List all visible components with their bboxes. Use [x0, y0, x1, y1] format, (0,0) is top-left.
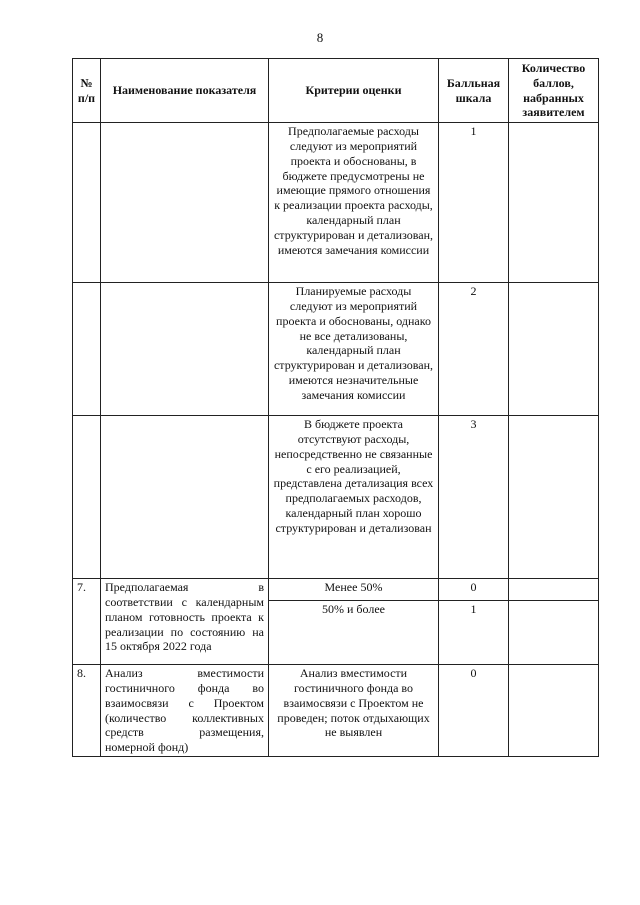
- cell-points: [509, 283, 599, 416]
- table-header-row: [73, 59, 599, 123]
- page-number: 8: [316, 30, 324, 45]
- cell-points: [509, 416, 599, 579]
- cell-score: 0: [439, 579, 509, 601]
- table-row: [73, 416, 599, 579]
- table-row: [73, 283, 599, 416]
- header-points: Количество баллов, набранных заявителем: [509, 59, 599, 123]
- header-criteria: Критерии оценки: [269, 59, 439, 123]
- cell-points: [509, 665, 599, 757]
- cell-number: 8.: [73, 665, 101, 757]
- cell-indicator: Анализ вместимости гостиничного фонда во взаимосвязи с Проектом (количество коллективных средств размещения, номерной фонд): [101, 665, 269, 757]
- cell-indicator: [101, 123, 269, 283]
- cell-score: 1: [439, 123, 509, 283]
- cell-criteria: Менее 50%: [269, 579, 439, 601]
- cell-points: [509, 123, 599, 283]
- cell-indicator: [101, 283, 269, 416]
- table-row-item-7: [73, 579, 599, 601]
- cell-number: [73, 123, 101, 283]
- cell-number: [73, 416, 101, 579]
- cell-criteria: В бюджете проекта отсутствуют расходы, непосредственно не связанные с его реализацией, представлена детализация всех предполагаемых расходов, календарный план хорошо структурирован и детализован: [269, 416, 439, 579]
- scoring-table: [72, 58, 599, 757]
- header-number: № п/п: [73, 59, 101, 123]
- cell-score: 2: [439, 283, 509, 416]
- cell-points: [509, 579, 599, 601]
- cell-criteria: Планируемые расходы следуют из мероприятий проекта и обоснованы, однако не все детализованы, календарный план структурирован и детализован, имеются незначительные замечания комиссии: [269, 283, 439, 416]
- table-row: [73, 123, 599, 283]
- cell-score: 1: [439, 601, 509, 665]
- cell-criteria: 50% и более: [269, 601, 439, 665]
- cell-score: 0: [439, 665, 509, 757]
- header-scale: Балльная шкала: [439, 59, 509, 123]
- cell-score: 3: [439, 416, 509, 579]
- cell-criteria: Предполагаемые расходы следуют из мероприятий проекта и обоснованы, в бюджете предусмотрены не имеющие прямого отношения к реализации проекта расходы, календарный план структурирован и детализован, имеются замечания комиссии: [269, 123, 439, 283]
- cell-number: [73, 283, 101, 416]
- cell-indicator: Предполагаемая в соответствии с календарным планом готовность проекта к реализации по состоянию на 15 октября 2022 года: [101, 579, 269, 665]
- cell-points: [509, 601, 599, 665]
- cell-indicator: [101, 416, 269, 579]
- table-row-item-8: [73, 665, 599, 757]
- cell-criteria: Анализ вместимости гостиничного фонда во взаимосвязи с Проектом не проведен; поток отдыхающих не выявлен: [269, 665, 439, 757]
- cell-number: 7.: [73, 579, 101, 665]
- header-indicator: Наименование показателя: [101, 59, 269, 123]
